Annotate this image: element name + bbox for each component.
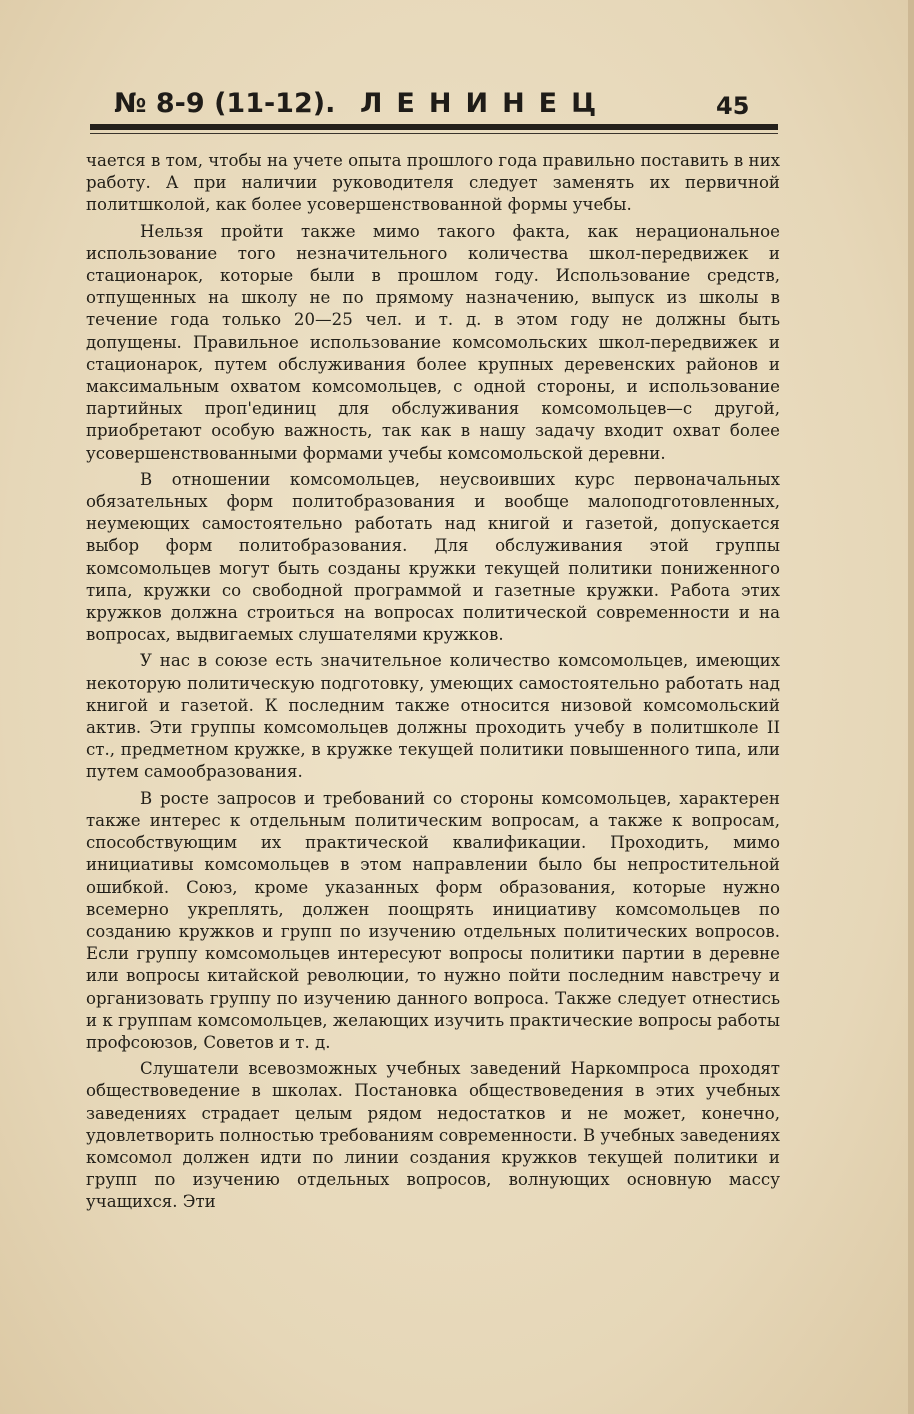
paragraph-3: В отношении комсомольцев, неусвоивших курс первоначальных обязательных форм политобразования и вообще малоподготовленных, неумеющих самостоятельно работать над книгой и газетой, допускается выбор форм политобразования. Для обслуживания этой группы комсомольцев могут быть созданы кружки текущей политики пониженного типа, кружки со свободной программой и газетные кружки. Работа этих кружков должна строиться на вопросах политической современности и на вопросах, выдвигаемых слушателями кружков. (86, 469, 780, 645)
paragraph-2: Нельзя пройти также мимо такого факта, как нерациональное использование того незначительного количества школ-передвижек и стационарок, которые были в прошлом году. Использование средств, отпущенных на школу не по прямому назначению, выпуск из школы в течение года только 20—25 чел. и т. д. в этом году не должны быть допущены. Правильное использование комсомольских школ-передвижек и стационарок, путем обслуживания более крупных деревенских районов и максимальным охватом комсомольцев, с одной стороны, и использование партийных проп'единиц для обслуживания комсомольцев—с другой, приобретают особую важность, так как в нашу задачу входит охват более усовершенствованными формами учебы комсомольской деревни. (86, 221, 780, 463)
paragraph-5: В росте запросов и требований со стороны комсомольцев, характерен также интерес к отдельным политическим вопросам, а также к вопросам, способствующим их практической квалификации. Проходить, мимо инициативы комсомольцев в этом направлении было бы непростительной ошибкой. Союз, кроме указанных форм образования, которые нужно всемерно укреплять, должен поощрять инициативу комсомольцев по созданию кружков и групп по изучению отдельных политических вопросов. Если группу комсомольцев интересуют вопросы политики партии в деревне или вопросы китайской революции, то нужно пойти последним навстречу и организовать группу по изучению данного вопроса. Также следует отнестись и к группам комсомольцев, желающих изучить практические вопросы работы профсоюзов, Советов и т. д. (86, 788, 780, 1052)
header-rule-thin (90, 133, 778, 134)
paragraph-6: Слушатели всевозможных учебных заведений Наркомпроса проходят обществоведение в школах. Постановка обществоведения в этих учебных заведениях страдает целым рядом недостатков и не может, конечно, удовлетворить полностью требованиям современности. В учебных заведениях комсомол должен идти по линии создания кружков текущей политики и групп по изучению отдельных вопросов, волнующих основную массу учащихся. Эти (86, 1059, 780, 1212)
page-number: 45 (716, 92, 750, 120)
journal-title: ЛЕНИНЕЦ (360, 88, 611, 119)
header-rule-thick (90, 124, 778, 130)
paragraph-4: У нас в союзе есть значительное количество комсомольцев, имеющих некоторую политическую подготовку, умеющих самостоятельно работать над книгой и газетой. К последним также относится низовой комсомольский актив. Эти группы комсомольцев должны проходить учебу в политшколе II ст., предметном кружке, в кружке текущей политики повышенного типа, или путем самообразования. (86, 651, 780, 782)
issue-number: № 8-9 (11-12). (114, 88, 336, 119)
paragraph-1: чается в том, чтобы на учете опыта прошлого года правильно поставить в них работу. А при наличии руководителя следует заменять их первичной политшколой, как более усовершенствованной формы учебы. (86, 151, 780, 215)
article-body (86, 150, 780, 1218)
